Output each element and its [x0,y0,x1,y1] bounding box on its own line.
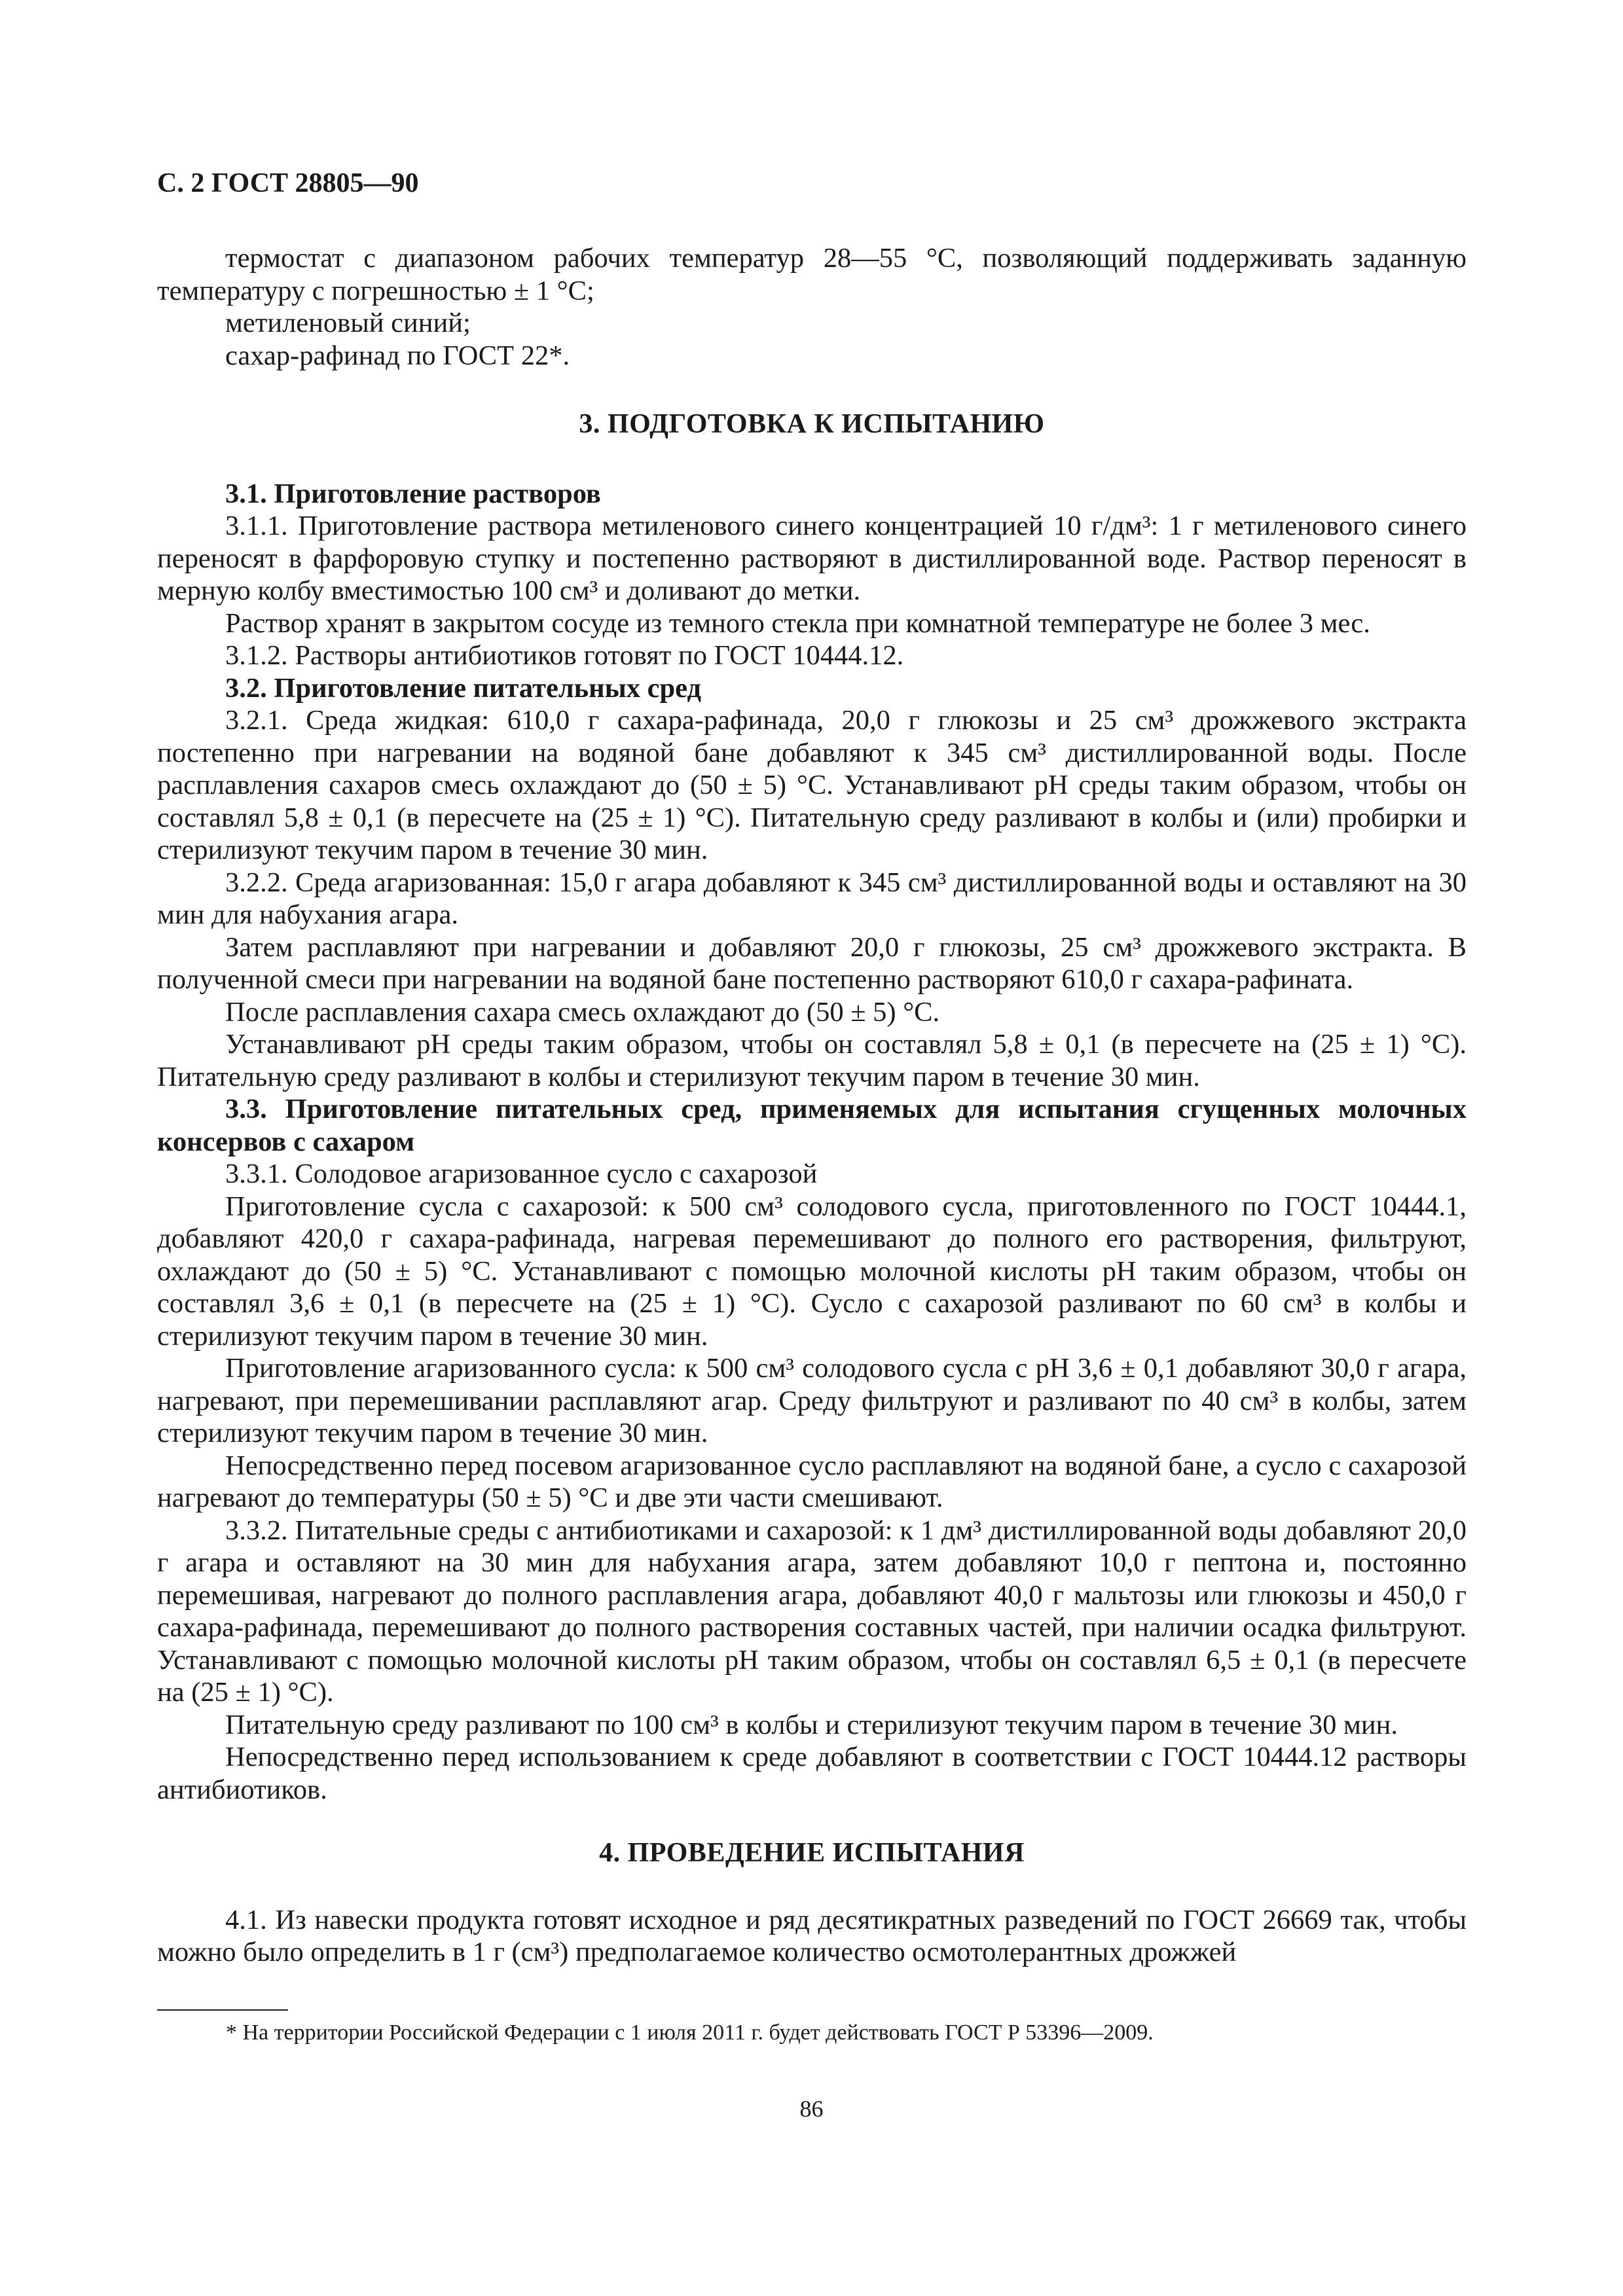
page-number: 86 [799,2096,824,2122]
paragraph: сахар-рафинад по ГОСТ 22*. [225,340,570,371]
page-header: С. 2 ГОСТ 28805—90 [157,168,419,198]
paragraph: Приготовление агаризованного сусла: к 500 см³ солодового сусла с рН 3,6 ± 0,1 добавляют 30,0 г агара, нагревают, при перемешивании расплавляют агар. Среду фильтруют и разливают по 40 см³ в колбы, затем стерилизуют текучим паром в течение 30 мин. [157,1353,1467,1448]
footnote: * На территории Российской Федерации с 1 июля 2011 г. будет действовать ГОСТ Р 53396—2009. [226,2020,1154,2045]
paragraph: 4.1. Из навески продукта готовят исходное и ряд десятикратных разведений по ГОСТ 26669 так, чтобы можно было определить в 1 г (см³) предполагаемое количество осмотолерантных дрожжей [157,1904,1467,1967]
document-body [157,242,1467,1969]
paragraph: 3.1.2. Растворы антибиотиков готовят по ГОСТ 10444.12. [225,640,904,671]
subsection-3-1-heading: 3.1. Приготовление растворов [225,478,601,509]
paragraph: 3.2.1. Среда жидкая: 610,0 г сахара-рафинада, 20,0 г глюкозы и 25 см³ дрожжевого экстракта постепенно при нагревании на водяной бане добавляют к 345 см³ дистиллированной воды. После расплавления сахаров смесь охлаждают до (50 ± 5) °С. Устанавливают рН среды таким образом, чтобы он составлял 5,8 ± 0,1 (в пересчете на (25 ± 1) °С). Питательную среду разливают в колбы и (или) пробирки и стерилизуют текучим паром в течение 30 мин. [157,705,1467,865]
paragraph: Устанавливают рН среды таким образом, чтобы он составлял 5,8 ± 0,1 (в пересчете на (25 ± 1) °С). Питательную среду разливают в колбы и стерилизуют текучим паром в течение 30 мин. [157,1029,1467,1092]
paragraph: 3.2.2. Среда агаризованная: 15,0 г агара добавляют к 345 см³ дистиллированной воды и оставляют на 30 мин для набухания агара. [157,867,1467,930]
paragraph: Приготовление сусла с сахарозой: к 500 см³ солодового сусла, приготовленного по ГОСТ 10444.1, добавляют 420,0 г сахара-рафинада, нагревая перемешивают до полного его растворения, фильтруют, охлаждают до (50 ± 5) °С. Устанавливают с помощью молочной кислоты рН таким образом, чтобы он составлял 3,6 ± 0,1 (в пересчете на (25 ± 1) °С). Сусло с сахарозой разливают по 60 см³ в колбы и стерилизуют текучим паром в течение 30 мин. [157,1191,1467,1352]
paragraph: Непосредственно перед использованием к среде добавляют в соответствии с ГОСТ 10444.12 растворы антибиотиков. [157,1742,1467,1805]
paragraph: Раствор хранят в закрытом сосуде из темного стекла при комнатной температуре не более 3 мес. [225,607,1370,639]
paragraph: 3.3.1. Солодовое агаризованное сусло с сахарозой [225,1158,818,1189]
subsection-3-3-heading: 3.3. Приготовление питательных сред, применяемых для испытания сгущенных молочных консервов с сахаром [157,1094,1467,1157]
paragraph: метиленовый синий; [225,308,471,338]
footnote-divider [157,2009,288,2011]
paragraph: Непосредственно перед посевом агаризованное сусло расплавляют на водяной бане, а сусло с сахарозой нагревают до температуры (50 ± 5) °С и две эти части смешивают. [157,1450,1467,1513]
paragraph: 3.1.1. Приготовление раствора метиленового синего концентрацией 10 г/дм³: 1 г метиленового синего переносят в фарфоровую ступку и постепенно растворяют в дистиллированной воде. Раствор переносят в мерную колбу вместимостью 100 см³ и доливают до метки. [157,511,1467,606]
paragraph: После расплавления сахара смесь охлаждают до (50 ± 5) °С. [225,996,940,1028]
paragraph: 3.3.2. Питательные среды с антибиотиками и сахарозой: к 1 дм³ дистиллированной воды добавляют 20,0 г агара и оставляют на 30 мин для набухания агара, затем добавляют 10,0 г пептона и, постоянно перемешивая, нагревают до полного расплавления агара, добавляют 40,0 г мальтозы или глюкозы и 450,0 г сахара-рафинада, перемешивают до полного растворения составных частей, при наличии осадка фильтруют. Устанавливают с помощью молочной кислоты рН таким образом, чтобы он составлял 6,5 ± 0,1 (в пересчете на (25 ± 1) °С). [157,1515,1467,1708]
paragraph: Затем расплавляют при нагревании и добавляют 20,0 г глюкозы, 25 см³ дрожжевого экстракта. В полученной смеси при нагревании на водяной бане постепенно растворяют 610,0 г сахара-рафината. [157,931,1467,995]
subsection-3-2-heading: 3.2. Приготовление питательных сред [225,672,701,704]
section-4-heading: 4. ПРОВЕДЕНИЕ ИСПЫТАНИЯ [599,1838,1025,1868]
section-3-heading: 3. ПОДГОТОВКА К ИСПЫТАНИЮ [579,409,1045,439]
paragraph: Питательную среду разливают по 100 см³ в колбы и стерилизуют текучим паром в течение 30 мин. [225,1709,1398,1740]
paragraph: термостат с диапазоном рабочих температур 28—55 °С, позволяющий поддерживать заданную температуру с погрешностью ± 1 °С; [157,243,1467,306]
